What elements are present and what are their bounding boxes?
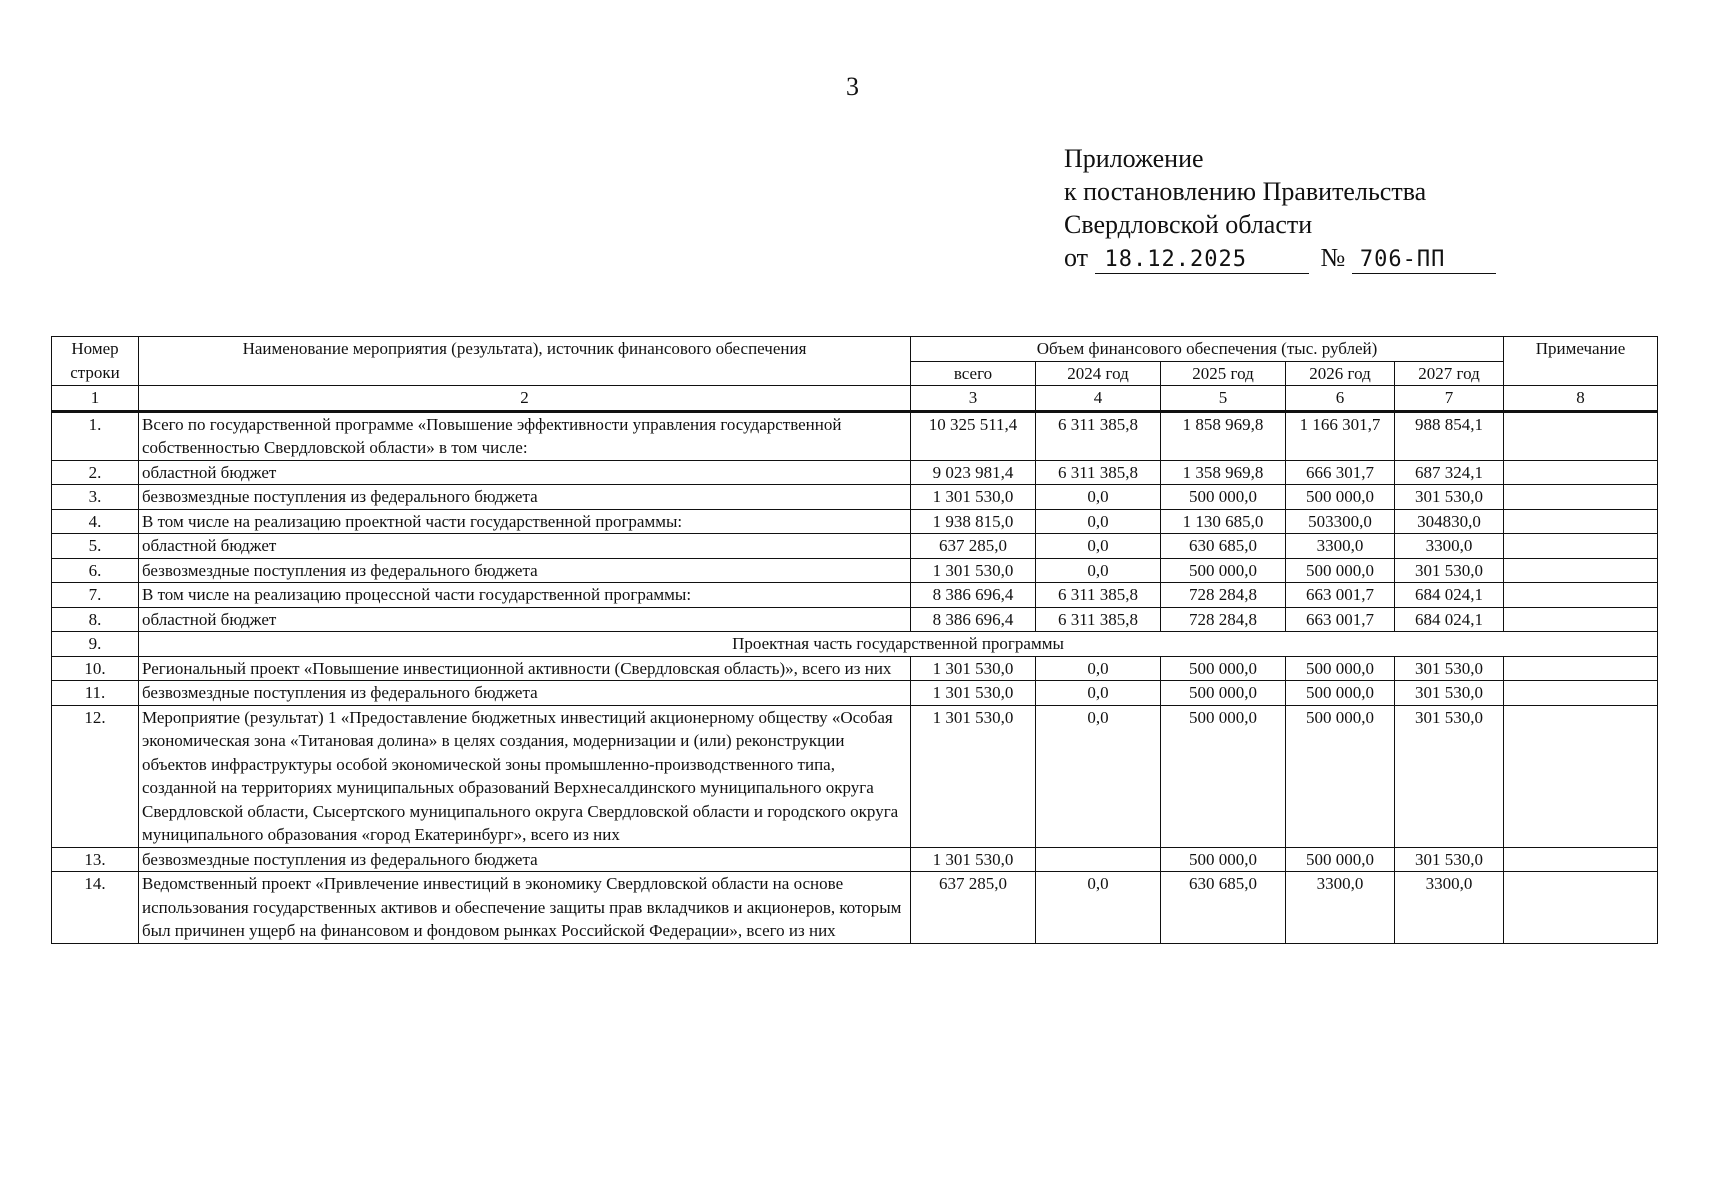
item-name-cell: безвозмездные поступления из федерального бюджета xyxy=(139,681,911,706)
year-2024-cell: 0,0 xyxy=(1036,509,1161,534)
table-body xyxy=(52,386,1658,944)
note-cell xyxy=(1504,656,1658,681)
note-cell xyxy=(1504,583,1658,608)
year-2026-cell: 500 000,0 xyxy=(1286,656,1395,681)
header-2026: 2026 год xyxy=(1286,361,1395,386)
total-cell: 1 938 815,0 xyxy=(911,509,1036,534)
year-2026-cell: 500 000,0 xyxy=(1286,681,1395,706)
header-note: Примечание xyxy=(1504,337,1658,386)
year-2027-cell: 301 530,0 xyxy=(1395,847,1504,872)
total-cell: 1 301 530,0 xyxy=(911,558,1036,583)
year-2025-cell: 630 685,0 xyxy=(1161,872,1286,944)
table-row xyxy=(52,847,1658,872)
note-cell xyxy=(1504,847,1658,872)
table-row xyxy=(52,607,1658,632)
row-number-cell: 6. xyxy=(52,558,139,583)
header-2025: 2025 год xyxy=(1161,361,1286,386)
page-number: 3 xyxy=(846,72,859,101)
column-number: 5 xyxy=(1161,386,1286,412)
year-2027-cell: 3300,0 xyxy=(1395,872,1504,944)
note-cell xyxy=(1504,681,1658,706)
from-label: от xyxy=(1064,243,1089,272)
year-2025-cell: 1 858 969,8 xyxy=(1161,411,1286,460)
year-2026-cell: 500 000,0 xyxy=(1286,705,1395,847)
item-name-cell: безвозмездные поступления из федерального бюджета xyxy=(139,847,911,872)
year-2024-cell xyxy=(1036,847,1161,872)
year-2026-cell: 1 166 301,7 xyxy=(1286,411,1395,460)
year-2026-cell: 500 000,0 xyxy=(1286,558,1395,583)
year-2027-cell: 301 530,0 xyxy=(1395,705,1504,847)
year-2024-cell: 0,0 xyxy=(1036,656,1161,681)
item-name-cell: Региональный проект «Повышение инвестиционной активности (Свердловская область)», всего из них xyxy=(139,656,911,681)
table-row xyxy=(52,534,1658,559)
column-number: 3 xyxy=(911,386,1036,412)
row-number-cell: 2. xyxy=(52,460,139,485)
column-number: 8 xyxy=(1504,386,1658,412)
column-number: 7 xyxy=(1395,386,1504,412)
row-number-cell: 5. xyxy=(52,534,139,559)
note-cell xyxy=(1504,534,1658,559)
note-cell xyxy=(1504,509,1658,534)
year-2024-cell: 6 311 385,8 xyxy=(1036,411,1161,460)
total-cell: 1 301 530,0 xyxy=(911,847,1036,872)
item-name-cell: В том числе на реализацию проектной части государственной программы: xyxy=(139,509,911,534)
total-cell: 9 023 981,4 xyxy=(911,460,1036,485)
year-2024-cell: 0,0 xyxy=(1036,558,1161,583)
header-row-number: Номер строки xyxy=(52,337,139,386)
year-2025-cell: 500 000,0 xyxy=(1161,656,1286,681)
table-row xyxy=(52,509,1658,534)
year-2027-cell: 684 024,1 xyxy=(1395,583,1504,608)
year-2026-cell: 3300,0 xyxy=(1286,872,1395,944)
year-2027-cell: 684 024,1 xyxy=(1395,607,1504,632)
total-cell: 10 325 511,4 xyxy=(911,411,1036,460)
year-2026-cell: 503300,0 xyxy=(1286,509,1395,534)
item-name-cell: областной бюджет xyxy=(139,460,911,485)
section-row xyxy=(52,632,1658,657)
column-number: 1 xyxy=(52,386,139,412)
row-number-cell: 7. xyxy=(52,583,139,608)
note-cell xyxy=(1504,558,1658,583)
decree-number: 706-ПП xyxy=(1352,247,1496,274)
year-2027-cell: 301 530,0 xyxy=(1395,681,1504,706)
appendix-line-decree: к постановлению Правительства xyxy=(1064,177,1427,206)
note-cell xyxy=(1504,607,1658,632)
year-2025-cell: 1 358 969,8 xyxy=(1161,460,1286,485)
year-2025-cell: 500 000,0 xyxy=(1161,847,1286,872)
note-cell xyxy=(1504,485,1658,510)
year-2025-cell: 728 284,8 xyxy=(1161,607,1286,632)
total-cell: 637 285,0 xyxy=(911,534,1036,559)
item-name-cell: безвозмездные поступления из федерального бюджета xyxy=(139,558,911,583)
table-row xyxy=(52,705,1658,847)
column-number: 4 xyxy=(1036,386,1161,412)
total-cell: 1 301 530,0 xyxy=(911,705,1036,847)
year-2027-cell: 301 530,0 xyxy=(1395,656,1504,681)
table-row xyxy=(52,411,1658,460)
year-2026-cell: 663 001,7 xyxy=(1286,583,1395,608)
year-2027-cell: 687 324,1 xyxy=(1395,460,1504,485)
year-2026-cell: 500 000,0 xyxy=(1286,485,1395,510)
note-cell xyxy=(1504,872,1658,944)
year-2025-cell: 500 000,0 xyxy=(1161,485,1286,510)
row-number-cell: 13. xyxy=(52,847,139,872)
year-2024-cell: 0,0 xyxy=(1036,705,1161,847)
item-name-cell: Ведомственный проект «Привлечение инвестиций в экономику Свердловской области на основе использования государственных активов и обеспечение защиты прав вкладчиков и акционеров, которым был причинен ущерб на финансовом и фондовом рынках Российской Федерации», всего из них xyxy=(139,872,911,944)
total-cell: 1 301 530,0 xyxy=(911,656,1036,681)
appendix-title: Приложение xyxy=(1064,144,1204,173)
table-row xyxy=(52,558,1658,583)
year-2027-cell: 301 530,0 xyxy=(1395,558,1504,583)
table-row xyxy=(52,681,1658,706)
year-2025-cell: 500 000,0 xyxy=(1161,705,1286,847)
table-row xyxy=(52,460,1658,485)
column-numbers-row xyxy=(52,386,1658,412)
row-number-cell: 1. xyxy=(52,411,139,460)
decree-reference xyxy=(1064,241,1496,274)
year-2026-cell: 663 001,7 xyxy=(1286,607,1395,632)
row-number-cell: 9. xyxy=(52,632,139,657)
item-name-cell: областной бюджет xyxy=(139,534,911,559)
table-row xyxy=(52,583,1658,608)
note-cell xyxy=(1504,705,1658,847)
year-2025-cell: 630 685,0 xyxy=(1161,534,1286,559)
header-total: всего xyxy=(911,361,1036,386)
year-2024-cell: 6 311 385,8 xyxy=(1036,583,1161,608)
header-volume: Объем финансового обеспечения (тыс. рублей) xyxy=(911,337,1504,362)
item-name-cell: областной бюджет xyxy=(139,607,911,632)
note-cell xyxy=(1504,411,1658,460)
row-number-cell: 11. xyxy=(52,681,139,706)
row-number-cell: 4. xyxy=(52,509,139,534)
total-cell: 1 301 530,0 xyxy=(911,485,1036,510)
total-cell: 8 386 696,4 xyxy=(911,583,1036,608)
table-row xyxy=(52,656,1658,681)
year-2027-cell: 304830,0 xyxy=(1395,509,1504,534)
total-cell: 637 285,0 xyxy=(911,872,1036,944)
year-2024-cell: 0,0 xyxy=(1036,872,1161,944)
item-name-cell: Всего по государственной программе «Повышение эффективности управления государственной собственностью Свердловской области» в том числе: xyxy=(139,411,911,460)
year-2025-cell: 500 000,0 xyxy=(1161,558,1286,583)
row-number-cell: 12. xyxy=(52,705,139,847)
appendix-line-region: Свердловской области xyxy=(1064,210,1313,239)
note-cell xyxy=(1504,460,1658,485)
table-row xyxy=(52,872,1658,944)
appendix-header xyxy=(1064,142,1496,274)
year-2025-cell: 1 130 685,0 xyxy=(1161,509,1286,534)
row-number-cell: 8. xyxy=(52,607,139,632)
year-2024-cell: 0,0 xyxy=(1036,485,1161,510)
section-title-cell: Проектная часть государственной программы xyxy=(139,632,1658,657)
year-2026-cell: 500 000,0 xyxy=(1286,847,1395,872)
row-number-cell: 10. xyxy=(52,656,139,681)
year-2026-cell: 666 301,7 xyxy=(1286,460,1395,485)
year-2024-cell: 6 311 385,8 xyxy=(1036,607,1161,632)
item-name-cell: безвозмездные поступления из федерального бюджета xyxy=(139,485,911,510)
year-2025-cell: 728 284,8 xyxy=(1161,583,1286,608)
year-2027-cell: 301 530,0 xyxy=(1395,485,1504,510)
item-name-cell: В том числе на реализацию процессной части государственной программы: xyxy=(139,583,911,608)
table-row xyxy=(52,485,1658,510)
decree-date: 18.12.2025 xyxy=(1095,247,1309,274)
total-cell: 1 301 530,0 xyxy=(911,681,1036,706)
financing-table xyxy=(51,336,1658,944)
year-2024-cell: 0,0 xyxy=(1036,681,1161,706)
header-2027: 2027 год xyxy=(1395,361,1504,386)
number-label: № xyxy=(1320,243,1346,272)
header-row xyxy=(52,337,1658,362)
year-2025-cell: 500 000,0 xyxy=(1161,681,1286,706)
year-2026-cell: 3300,0 xyxy=(1286,534,1395,559)
year-2024-cell: 6 311 385,8 xyxy=(1036,460,1161,485)
column-number: 2 xyxy=(139,386,911,412)
total-cell: 8 386 696,4 xyxy=(911,607,1036,632)
row-number-cell: 14. xyxy=(52,872,139,944)
year-2027-cell: 3300,0 xyxy=(1395,534,1504,559)
column-number: 6 xyxy=(1286,386,1395,412)
item-name-cell: Мероприятие (результат) 1 «Предоставление бюджетных инвестиций акционерному обществу «Особая экономическая зона «Титановая долина» в целях создания, модернизации и (или) реконструкции объектов инфраструктуры особой экономической зоны промышленно-производственного типа, созданной на территориях муниципальных образований Верхнесалдинского муниципального округа Свердловской области, Сысертского муниципального округа Свердловской области и городского округа муниципального образования «город Екатеринбург», всего из них xyxy=(139,705,911,847)
header-2024: 2024 год xyxy=(1036,361,1161,386)
year-2027-cell: 988 854,1 xyxy=(1395,411,1504,460)
header-name: Наименование мероприятия (результата), источник финансового обеспечения xyxy=(139,337,911,386)
row-number-cell: 3. xyxy=(52,485,139,510)
year-2024-cell: 0,0 xyxy=(1036,534,1161,559)
